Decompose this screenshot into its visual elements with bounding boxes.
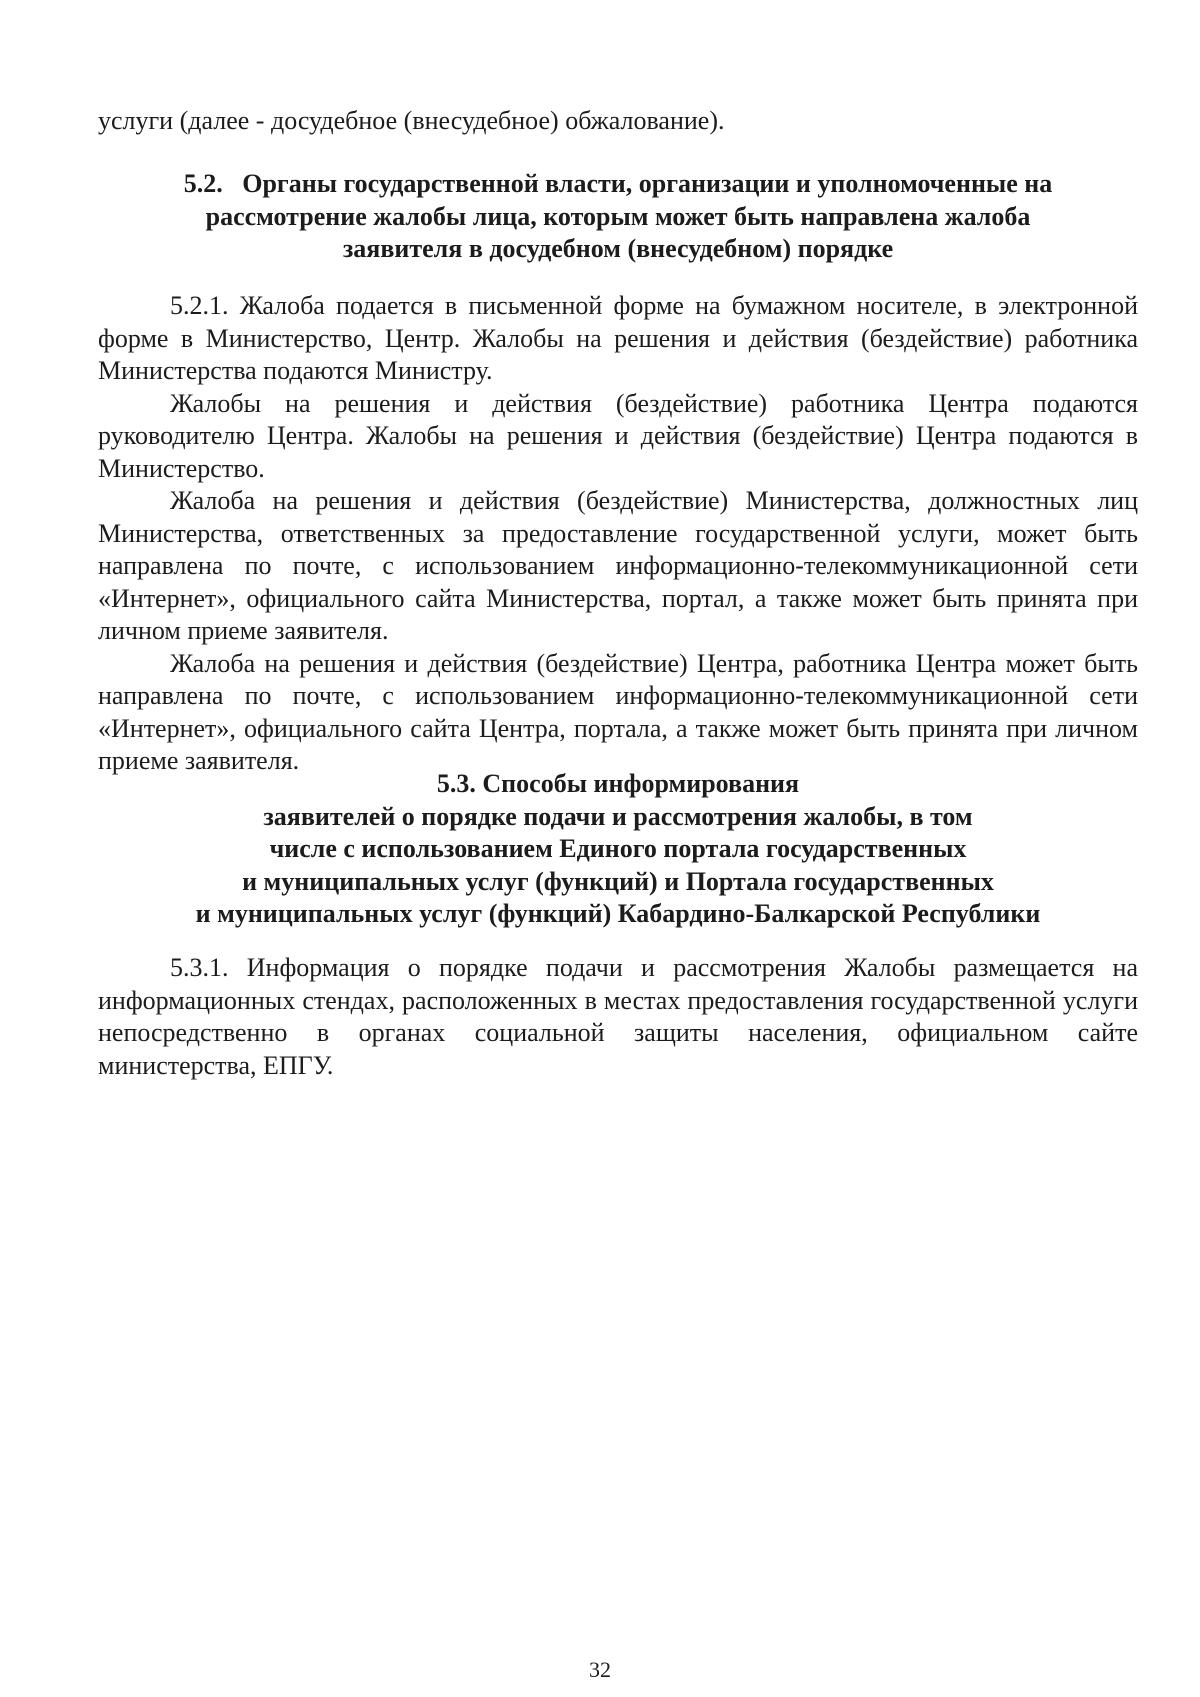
section-5-2-body: [98, 290, 1138, 778]
heading-line: 5.3. Способы информирования: [436, 769, 800, 798]
body-paragraph: 5.2.1. Жалоба подается в письменной форме на бумажном носителе, в электронной форме в Министерство, Центр. Жалобы на решения и действия (бездействие) работника Министерства подаются Министру.: [98, 291, 1138, 385]
section-5-2-heading: [98, 168, 1138, 266]
heading-line: и муниципальных услуг (функций) Кабардино-Балкарской Республики: [195, 899, 1041, 928]
heading-line: [98, 168, 1138, 201]
heading-line: рассмотрение жалобы лица, которым может быть направлена жалоба: [205, 201, 1031, 231]
page-number: 32: [589, 1657, 611, 1682]
heading-text: Органы государственной власти, организации и уполномоченные на: [242, 169, 1053, 198]
continuation-paragraph: услуги (далее - досудебное (внесудебное) обжалование).: [98, 106, 725, 135]
heading-line: и муниципальных услуг (функций) и Портала государственных: [242, 866, 994, 896]
section-5-3-heading: [98, 768, 1138, 931]
body-paragraph: Жалоба на решения и действия (бездействие) Министерства, должностных лиц Министерства, ответственных за предоставление государственной услуги, может быть направлена по почте, с использованием информационно-телекоммуникационной сети «Интернет», официального сайта Министерства, портал, а также может быть принята при личном приеме заявителя.: [98, 486, 1138, 645]
heading-line: числе с использованием Единого портала государственных: [269, 834, 967, 863]
heading-line: заявителей о порядке подачи и рассмотрения жалобы, в том: [263, 801, 973, 831]
body-paragraph: 5.3.1. Информация о порядке подачи и рассмотрения Жалобы размещается на информационных стендах, расположенных в местах предоставления государственной услуги непосредственно в органах социальной защиты населения, официальном сайте министерства, ЕПГУ.: [98, 953, 1138, 1080]
body-paragraph: Жалоба на решения и действия (бездействие) Центра, работника Центра может быть направлена по почте, с использованием информационно-телекоммуникационной сети «Интернет», официального сайта Центра, портала, а также может быть принята при личном приеме заявителя.: [98, 648, 1138, 775]
section-number: 5.2.: [183, 169, 223, 198]
section-5-3-body: [98, 952, 1138, 1082]
heading-line: заявителя в досудебном (внесудебном) порядке: [342, 234, 894, 263]
continuation-text: [98, 105, 1138, 138]
body-paragraph: Жалобы на решения и действия (бездействие) работника Центра подаются руководителю Центра. Жалобы на решения и действия (бездействие) Центра подаются в Министерство.: [98, 388, 1138, 483]
